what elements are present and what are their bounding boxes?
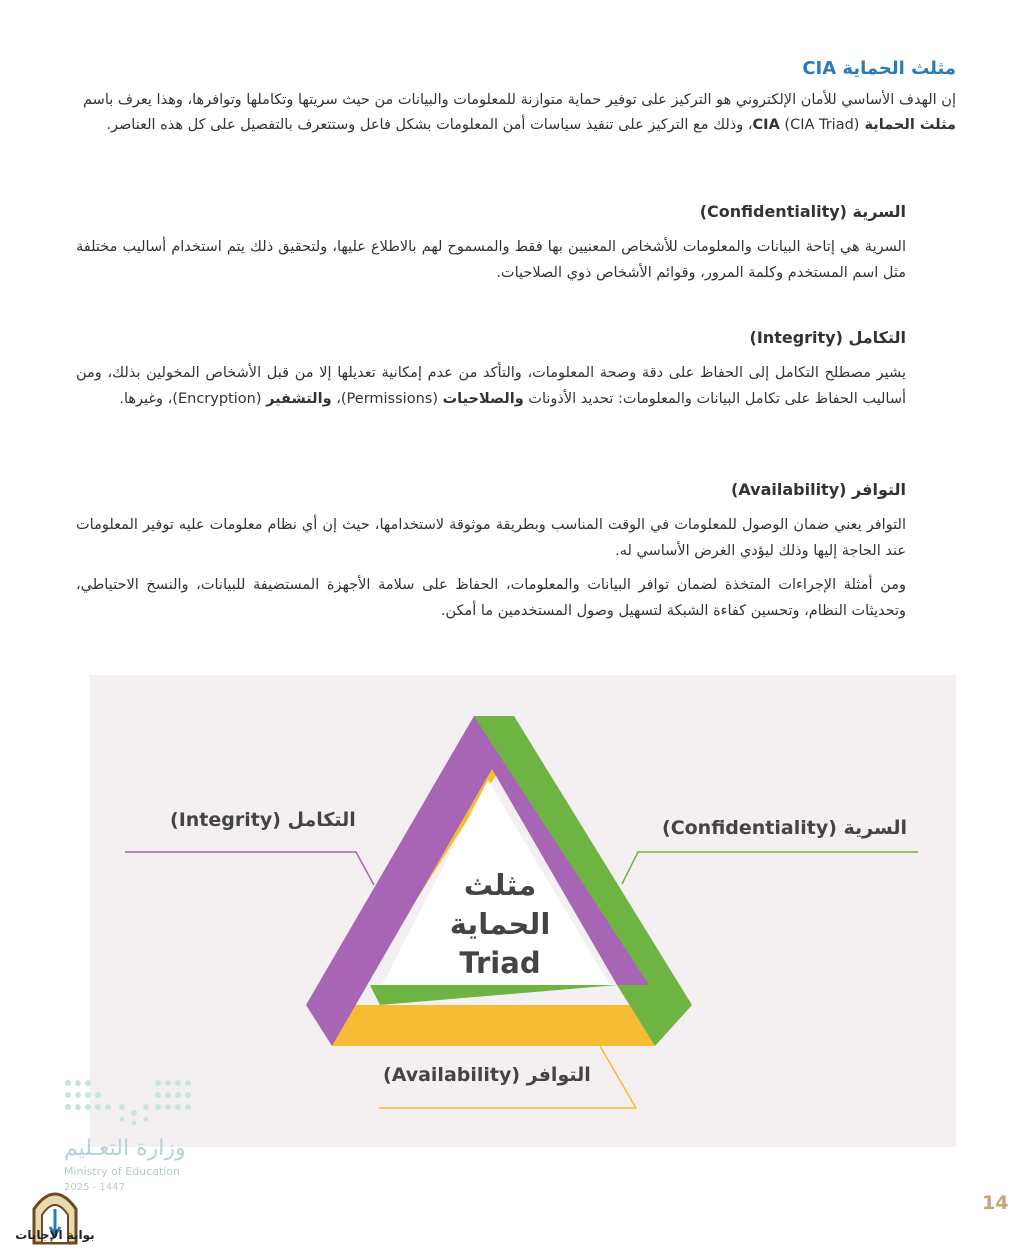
page-number: 14: [982, 1192, 1009, 1214]
availability-body-2: ومن أمثلة الإجراءات المتخذة لضمان توافر البيانات والمعلومات، الحفاظ على سلامة الأجهزة المستضيفة للبيانات، والنسخ الاحتياطي، وتحديثات النظام، وتحسين كفاءة الشبكة لتسهيل وصول المستخدمين ما أمكن.: [76, 577, 906, 619]
availability-heading: التوافر (Availability): [731, 480, 906, 499]
confidentiality-label: السرية (Confidentiality): [662, 817, 907, 839]
ministry-logo-dots: [62, 1077, 202, 1127]
triangle-center-label: مثلث الحماية Triad: [449, 868, 551, 980]
integrity-heading: التكامل (Integrity): [749, 328, 906, 347]
confidentiality-body: السرية هي إتاحة البيانات والمعلومات للأشخاص المعنيين بها فقط والمسموح لهم بالاطلاع عليها، ولتحقيق ذلك يتم استخدام أساليب مختلفة مثل اسم المستخدم وكلمة المرور، وقوائم الأشخاص ذوي الصلاحيات.: [76, 239, 906, 281]
confidentiality-leader-line: [622, 852, 918, 884]
availability-body: التوافر يعني ضمان الوصول للمعلومات في الوقت المناسب وبطريقة موثوقة لاستخدامها، حيث إن أي نظام معلومات عليه توفير المعلومات عند الحاجة إليها وذلك ليؤدي الغرض الأساسي له.: [76, 517, 906, 559]
intro-paragraph: إن الهدف الأساسي للأمان الإلكتروني هو التركيز على توفير حماية متوازنة للمعلومات والبيانات من حيث سريتها وتكاملها وتوافرها، وهذا يعرف باسم مثلث الحماية CIA (CIA Triad)، وذلك مع التركيز على تنفيذ سياسات أمن المعلومات بشكل فاعل وستتعرف بالتفصيل على كل هذه العناصر.: [83, 92, 956, 133]
integrity-body: يشير مصطلح التكامل إلى الحفاظ على دقة وصحة المعلومات، والتأكد من عدم إمكانية تعديلها إلا من قبل الأشخاص المخولين بذلك، ومن أساليب الحفاظ على تكامل البيانات والمعلومات: تحديد الأذونات والصلاحيات (Permissions)، والتشفير (Encryption)، وغيرها.: [76, 365, 906, 407]
integrity-leader-line: [125, 852, 374, 885]
ministry-year: 2025 - 1447: [64, 1182, 125, 1193]
ministry-name-ar: وزارة التعـليم: [64, 1136, 186, 1161]
ministry-name-en: Ministry of Education: [64, 1165, 181, 1178]
intro-bold-term: مثلث الحماية CIA: [752, 117, 956, 133]
answers-gate-label: بوابة الإجابات: [15, 1228, 95, 1242]
availability-label: التوافر (Availability): [383, 1064, 591, 1086]
confidentiality-heading: السرية (Confidentiality): [699, 202, 906, 221]
page-title: مثلث الحماية CIA: [802, 58, 956, 79]
integrity-label: التكامل (Integrity): [170, 809, 356, 831]
